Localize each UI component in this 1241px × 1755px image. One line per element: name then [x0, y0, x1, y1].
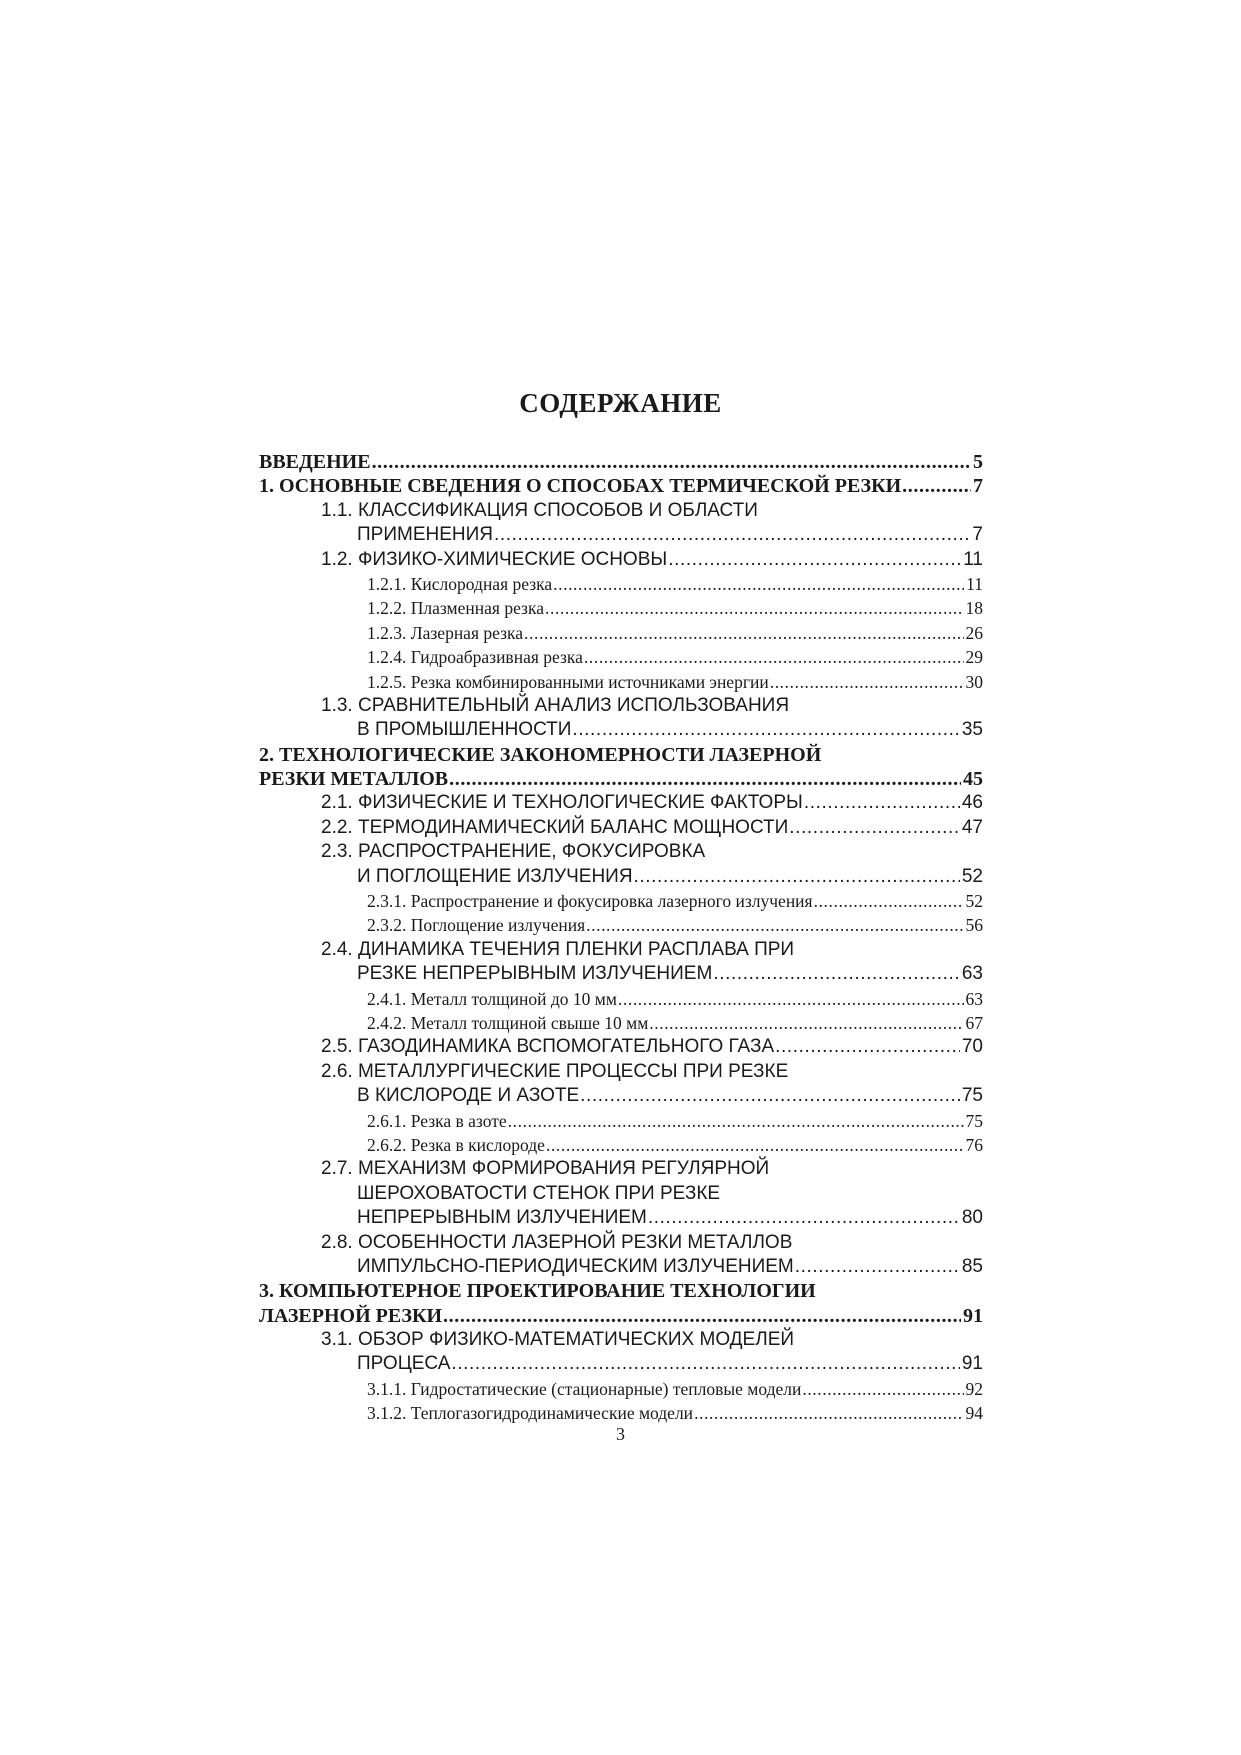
toc-entry-title: 2.4. ДИНАМИКА ТЕЧЕНИЯ ПЛЕНКИ РАСПЛАВА ПРИ: [321, 938, 795, 960]
toc-leader-dots: [694, 1401, 963, 1425]
toc-entry: [259, 645, 983, 669]
toc-leader-dots: [789, 816, 960, 840]
toc-entry-page: 52: [965, 891, 983, 912]
toc-entry-title: 2.3.1. Распространение и фокусировка лазерного излучения: [367, 891, 813, 912]
toc-entry-page: 47: [961, 816, 983, 838]
toc-entry-title: 2.4.1. Металл толщиной до 10 мм: [367, 988, 617, 1009]
toc-leader-dots: [508, 1109, 964, 1133]
toc-entry: [259, 865, 983, 889]
toc-entry: [259, 889, 983, 913]
toc-entry-title: 1.2.3. Лазерная резка: [367, 622, 524, 643]
toc-entry-page: 18: [965, 598, 983, 619]
toc-entry: [259, 1035, 983, 1059]
toc-leader-dots: [494, 523, 970, 547]
toc-entry-title: В КИСЛОРОДЕ И АЗОТЕ: [357, 1085, 580, 1107]
toc-entry-title: 2.3.2. Поглощение излучения: [367, 915, 586, 936]
toc-entry-page: 92: [965, 1378, 983, 1399]
toc-leader-dots: [545, 596, 964, 620]
toc-entry-page: 91: [961, 1353, 983, 1375]
toc-entry: [259, 1084, 983, 1108]
toc-entry-title: ПРИМЕНЕНИЯ: [357, 524, 493, 546]
toc-leader-dots: [634, 865, 960, 889]
toc-entry: [259, 474, 983, 498]
toc-entry-title: 1.2.1. Кислородная резка: [367, 573, 553, 594]
toc-entry-title: 1.3. СРАВНИТЕЛЬНЫЙ АНАЛИЗ ИСПОЛЬЗОВАНИЯ: [321, 694, 790, 716]
toc-entry: [259, 938, 983, 962]
toc-leader-dots: [618, 987, 964, 1011]
toc-entry: [259, 1279, 983, 1303]
toc-leader-dots: [802, 1377, 963, 1401]
toc-leader-dots: [814, 889, 964, 913]
toc-entry-page: 30: [965, 671, 983, 692]
toc-entry-title: 2.5. ГАЗОДИНАМИКА ВСПОМОГАТЕЛЬНОГО ГАЗА: [321, 1036, 775, 1058]
toc-entry-title: 2.6.1. Резка в азоте: [367, 1110, 507, 1131]
toc-entry-title: 3.1.2. Теплогазогидродинамические модели: [367, 1403, 694, 1424]
toc-entry-page: 76: [965, 1134, 983, 1155]
toc-entry: [259, 1328, 983, 1352]
toc-leader-dots: [580, 1084, 960, 1108]
toc-entry: [259, 816, 983, 840]
toc-entry-title: 1. ОСНОВНЫЕ СВЕДЕНИЯ О СПОСОБАХ ТЕРМИЧЕСКОЙ РЕЗКИ: [259, 475, 902, 498]
toc-entry-title: 2.7. МЕХАНИЗМ ФОРМИРОВАНИЯ РЕГУЛЯРНОЙ: [321, 1158, 770, 1180]
page-title: СОДЕРЖАНИЕ: [519, 388, 722, 418]
toc-entry: [259, 450, 983, 474]
toc-entry-title: ШЕРОХОВАТОСТИ СТЕНОК ПРИ РЕЗКЕ: [357, 1182, 721, 1204]
toc-entry: [259, 1377, 983, 1401]
toc-entry: [259, 743, 983, 767]
toc-entry: [259, 1255, 983, 1279]
toc-entry-title: 3.1.1. Гидростатические (стационарные) тепловые модели: [367, 1378, 802, 1399]
toc-entry-title: 3. КОМПЬЮТЕРНОЕ ПРОЕКТИРОВАНИЕ ТЕХНОЛОГИИ: [259, 1280, 816, 1303]
toc-entry-page: 63: [961, 963, 983, 985]
toc-entry: [259, 718, 983, 742]
toc-leader-dots: [775, 1035, 960, 1059]
toc-entry-title: 2.8. ОСОБЕННОСТИ ЛАЗЕРНОЙ РЕЗКИ МЕТАЛЛОВ: [321, 1231, 793, 1253]
toc-leader-dots: [586, 913, 963, 937]
toc-leader-dots: [713, 962, 960, 986]
toc-entry-title: 1.2. ФИЗИКО-ХИМИЧЕСКИЕ ОСНОВЫ: [321, 548, 668, 570]
toc-entry-title: В ПРОМЫШЛЕННОСТИ: [357, 719, 572, 741]
toc-entry-title: НЕПРЕРЫВНЫМ ИЗЛУЧЕНИЕМ: [357, 1207, 647, 1229]
toc-leader-dots: [553, 572, 964, 596]
toc-entry-title: И ПОГЛОЩЕНИЕ ИЗЛУЧЕНИЯ: [357, 865, 633, 887]
toc-entry: [259, 1401, 983, 1425]
toc-entry: [259, 694, 983, 718]
table-of-contents: [259, 450, 983, 1426]
toc-entry: [259, 1060, 983, 1084]
toc-entry: [259, 1304, 983, 1328]
toc-entry-title: 2.6. МЕТАЛЛУРГИЧЕСКИЕ ПРОЦЕССЫ ПРИ РЕЗКЕ: [321, 1060, 789, 1082]
toc-entry-page: 91: [963, 1304, 983, 1327]
toc-entry-page: 11: [963, 548, 983, 570]
toc-entry-title: ИМПУЛЬСНО-ПЕРИОДИЧЕСКИМ ИЗЛУЧЕНИЕМ: [357, 1255, 794, 1277]
toc-entry: [259, 1157, 983, 1181]
toc-entry-title: 1.2.5. Резка комбинированными источниками энергии: [367, 671, 769, 692]
toc-entry: [259, 548, 983, 572]
toc-entry-page: 75: [961, 1085, 983, 1107]
toc-entry-page: 80: [961, 1207, 983, 1229]
toc-entry: [259, 572, 983, 596]
toc-entry: [259, 987, 983, 1011]
toc-entry-title: 2.6.2. Резка в кислороде: [367, 1134, 545, 1155]
toc-entry: [259, 1231, 983, 1255]
toc-entry-page: 52: [961, 865, 983, 887]
toc-entry-page: 63: [965, 988, 983, 1009]
toc-leader-dots: [449, 767, 961, 791]
toc-entry-page: 46: [961, 792, 983, 814]
toc-leader-dots: [584, 645, 964, 669]
page-number: 3: [616, 1424, 625, 1444]
toc-leader-dots: [770, 670, 964, 694]
toc-entry: [259, 523, 983, 547]
toc-entry: [259, 1109, 983, 1133]
toc-entry: [259, 621, 983, 645]
toc-leader-dots: [524, 621, 963, 645]
toc-entry: [259, 499, 983, 523]
toc-entry: [259, 962, 983, 986]
toc-leader-dots: [795, 1255, 960, 1279]
toc-entry-title: 1.2.2. Плазменная резка: [367, 598, 544, 619]
toc-leader-dots: [804, 791, 960, 815]
toc-entry-page: 11: [966, 573, 983, 594]
toc-entry-page: 70: [961, 1036, 983, 1058]
toc-leader-dots: [902, 474, 971, 498]
toc-entry-page: 75: [965, 1110, 983, 1131]
toc-leader-dots: [668, 548, 961, 572]
toc-entry-title: РЕЗКЕ НЕПРЕРЫВНЫМ ИЗЛУЧЕНИЕМ: [357, 963, 713, 985]
toc-entry-page: 5: [973, 451, 983, 473]
toc-entry-title: 1.2.4. Гидроабразивная резка: [367, 647, 583, 668]
toc-leader-dots: [546, 1133, 964, 1157]
toc-entry: [259, 1352, 983, 1376]
toc-entry: [259, 596, 983, 620]
toc-entry-title: 1.1. КЛАССИФИКАЦИЯ СПОСОБОВ И ОБЛАСТИ: [321, 499, 758, 521]
toc-entry-title: 2.4.2. Металл толщиной свыше 10 мм: [367, 1012, 649, 1033]
toc-leader-dots: [451, 1352, 959, 1376]
toc-leader-dots: [443, 1304, 961, 1328]
toc-entry-page: 45: [963, 768, 983, 791]
toc-entry: [259, 1133, 983, 1157]
toc-entry-page: 67: [965, 1012, 983, 1033]
toc-entry-title: РЕЗКИ МЕТАЛЛОВ: [259, 768, 449, 791]
toc-entry: [259, 791, 983, 815]
toc-leader-dots: [572, 718, 959, 742]
toc-entry-title: ПРОЦЕСА: [357, 1353, 451, 1375]
toc-entry-title: ВВЕДЕНИЕ: [259, 451, 371, 473]
toc-entry-page: 85: [961, 1255, 983, 1277]
toc-entry-title: 2.3. РАСПРОСТРАНЕНИЕ, ФОКУСИРОВКА: [321, 841, 706, 863]
toc-entry-page: 35: [961, 719, 983, 741]
toc-entry: [259, 840, 983, 864]
toc-entry: [259, 767, 983, 791]
toc-entry: [259, 670, 983, 694]
toc-leader-dots: [372, 450, 971, 474]
toc-entry-title: ЛАЗЕРНОЙ РЕЗКИ: [259, 1304, 443, 1327]
toc-entry-page: 29: [965, 647, 983, 668]
toc-entry-title: 3.1. ОБЗОР ФИЗИКО-МАТЕМАТИЧЕСКИХ МОДЕЛЕЙ: [321, 1329, 795, 1351]
toc-leader-dots: [648, 1206, 960, 1230]
toc-entry-page: 7: [972, 524, 983, 546]
toc-leader-dots: [649, 1011, 963, 1035]
toc-entry-page: 26: [965, 622, 983, 643]
toc-entry-title: 2. ТЕХНОЛОГИЧЕСКИЕ ЗАКОНОМЕРНОСТИ ЛАЗЕРНОЙ: [259, 743, 822, 766]
toc-entry-page: 56: [965, 915, 983, 936]
toc-entry: [259, 1206, 983, 1230]
toc-entry-page: 94: [965, 1403, 983, 1424]
toc-entry-page: 7: [973, 475, 983, 498]
toc-entry: [259, 1011, 983, 1035]
toc-entry-title: 2.1. ФИЗИЧЕСКИЕ И ТЕХНОЛОГИЧЕСКИЕ ФАКТОРЫ: [321, 792, 803, 814]
toc-entry: [259, 913, 983, 937]
toc-entry-title: 2.2. ТЕРМОДИНАМИЧЕСКИЙ БАЛАНС МОЩНОСТИ: [321, 816, 789, 838]
toc-entry: [259, 1182, 983, 1206]
